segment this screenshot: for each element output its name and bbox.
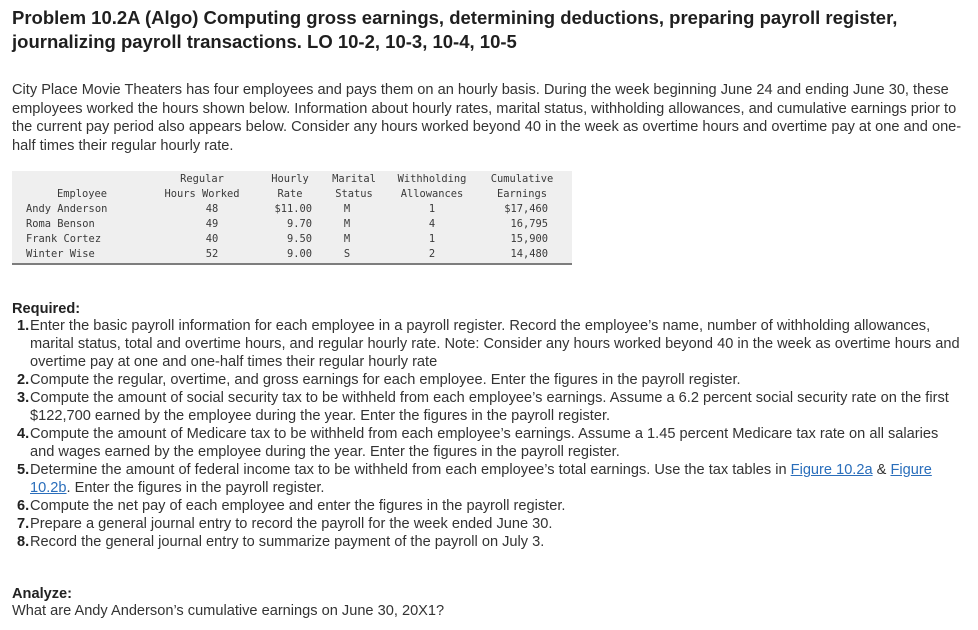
row-cumulative: 14,480 [510,248,548,260]
figure-10-2a-link[interactable]: Figure 10.2a [790,462,873,478]
row-status: M [343,218,351,230]
required-item [12,533,962,551]
row-rate: 9.70 [286,218,312,230]
required-list [12,317,962,551]
required-item-text-end: . Enter the figures in the payroll register. [66,480,325,496]
row-allowances: 1 [428,233,436,245]
header-cumulative-line1: Cumulative [490,173,554,185]
header-rate-line1: Hourly [271,173,309,185]
row-employee-name: Frank Cortez [26,233,102,245]
analyze-heading: Analyze: [12,586,73,602]
row-cumulative: 15,900 [510,233,548,245]
row-hours: 48 [205,203,219,215]
header-cumulative-line2: Earnings [496,188,548,200]
required-item-number: 4. [17,426,30,442]
problem-intro: City Place Movie Theaters has four employees and pays them on an hourly basis. During the week beginning June 24 and ending June 30, these employees worked the hours shown below. Information about hourly rates, marital status, withholding allowances, and cumulative earnings prior to the current pay period also appears below. Consider any hours worked beyond 40 in the week as overtime hours and overtime pay at one and one-half times their regular hourly rate. [12,82,962,154]
header-allowances-line1: Withholding [397,173,467,185]
row-allowances: 1 [428,203,436,215]
problem-title: Problem 10.2A (Algo) Computing gross earnings, determining deductions, preparing payroll register, journalizing payroll transactions. LO 10-2, 10-3, 10-4, 10-5 [12,7,898,52]
required-item [12,461,962,497]
required-item-number: 2. [17,372,30,388]
required-item-text: Enter the basic payroll information for each employee in a payroll register. Record the employee’s name, number of withholding allowances, marital status, total and overtime hours, and regular hourly rate. Note: Consider any hours worked beyond 40 in the week as overtime hours and overtime pay at one and one-half times their regular hourly rate [30,318,960,370]
header-status-line2: Status [335,188,373,200]
required-item-text: Prepare a general journal entry to record the payroll for the week ended June 30. [30,516,553,532]
header-allowances-line2: Allowances [400,188,464,200]
analyze-question: What are Andy Anderson’s cumulative earnings on June 30, 20X1? [12,603,445,619]
row-employee-name: Winter Wise [26,248,95,260]
required-item-text: Record the general journal entry to summarize payment of the payroll on July 3. [30,534,545,550]
required-item-number: 3. [17,390,30,406]
row-hours: 52 [205,248,219,260]
required-item [12,497,962,515]
required-item-number: 5. [17,462,30,478]
required-item [12,317,962,371]
row-allowances: 4 [428,218,436,230]
required-item [12,371,962,389]
required-item-number: 7. [17,516,30,532]
header-hours-line1: Regular [180,173,224,185]
row-hours: 49 [205,218,219,230]
row-rate: 9.50 [286,233,312,245]
row-status: M [343,233,351,245]
header-hours-line2: Hours Worked [164,188,240,200]
row-allowances: 2 [428,248,436,260]
row-hours: 40 [205,233,219,245]
row-cumulative: $17,460 [504,203,548,215]
row-rate: $11.00 [274,203,312,215]
figure-10-2b-link[interactable]: Figure 10.2b [30,462,932,496]
required-item-text: Compute the amount of social security tax to be withheld from each employee’s earnings. Assume a 6.2 percent social security rate on the first $122,700 earned by the employee during the year. Enter the figures in the payroll register. [30,390,949,424]
required-item [12,425,962,461]
employee-data-table [12,171,572,265]
required-item-number: 6. [17,498,30,514]
required-item-number: 8. [17,534,30,550]
row-rate: 9.00 [286,248,312,260]
header-employee: Employee [56,188,108,200]
required-item-text: Determine the amount of federal income tax to be withheld from each employee’s total earnings. Use the tax tables in [30,462,791,478]
required-item [12,389,962,425]
required-item-text: Compute the amount of Medicare tax to be withheld from each employee’s earnings. Assume a 1.45 percent Medicare tax rate on all salaries and wages earned by the employee during the year. Enter the figures in the payroll register. [30,426,939,460]
header-status-line1: Marital [332,173,376,185]
required-item [12,515,962,533]
row-employee-name: Roma Benson [26,218,95,230]
required-item-text-joiner: & [872,462,891,478]
row-employee-name: Andy Anderson [26,203,108,215]
required-item-text: Compute the net pay of each employee and enter the figures in the payroll register. [30,498,566,514]
row-cumulative: 16,795 [510,218,548,230]
header-rate-line2: Rate [277,188,303,200]
row-status: S [343,248,351,260]
row-status: M [343,203,351,215]
required-item-text: Compute the regular, overtime, and gross earnings for each employee. Enter the figures in the payroll register. [30,372,741,388]
required-item-number: 1. [17,318,30,334]
required-heading: Required: [12,301,81,317]
